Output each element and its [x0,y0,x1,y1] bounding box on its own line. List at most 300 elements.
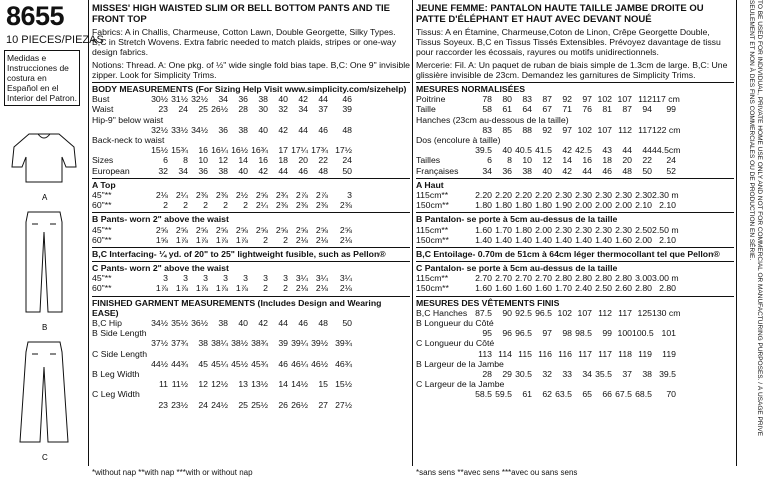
cell-value: 13 [238,379,248,390]
cell-value: 46 [298,165,308,176]
cell-value [656,318,669,328]
cell-value [319,115,332,125]
cell-value: 16 [258,155,268,166]
cell-value: 44 [278,165,288,176]
cell-value [357,389,370,399]
cell-value: 100.5 [632,328,654,339]
cell-value: 2⅝ [339,224,352,235]
cell-value [307,115,320,125]
cell-value: 38¾ [251,338,268,349]
en-title: MISSES' HIGH WAISTED SLIM OR BELL BOTTOM PANTS AND TIE FRONT TOP [92,3,391,25]
cell-value: 30½ [151,94,168,105]
row-label [416,369,472,379]
cell-value: 99 [602,328,612,339]
cell-value: 32 [542,368,552,379]
cell-value: 2⅛ [339,234,352,245]
cell-value [668,318,681,328]
row-label: Hip-9" below waist [92,114,164,125]
cell-value: 2⅜ [215,189,228,200]
cell-value [344,135,357,145]
cell-value: 96.5 [535,307,552,318]
cell-value: 1⅞ [215,283,228,294]
cell-value: 3 [263,273,268,284]
row-label [92,400,148,410]
cell-value: 1.40 [475,234,492,245]
row-label: 115cm** [416,224,449,235]
cell-value [618,135,631,145]
cell-value: 96.5 [515,328,532,339]
cell-value: 36 [198,165,208,176]
cell-value: 46 [278,358,288,369]
cell-value: 2 [223,200,228,211]
cell-value: 2⅛ [339,283,352,294]
cell-value [395,115,410,125]
row-label: Françaises [416,165,459,176]
cell-value: 90 [502,307,512,318]
cell-value: 1.80 [475,200,492,211]
row-label: Hanches (23cm au-dessous de la taille) [416,114,569,125]
cell-value [344,349,357,359]
table-row [416,104,734,114]
cell-value [706,318,719,328]
cell-value: 2 [203,200,208,211]
cell-value [357,115,370,125]
cell-value: 2.80 [635,283,652,294]
cell-value: 24 [178,104,188,115]
cell-value: 37 [622,368,632,379]
footnote-en: *without nap **with nap ***with or without nap [92,468,253,477]
cell-value: 1⅞ [235,234,248,245]
cell-value: 28 [482,368,492,379]
cell-value: 114 [498,348,512,359]
cell-value: 38 [198,338,208,349]
cell-value: 34 [218,94,228,105]
row-label [416,389,472,399]
cell-value [294,369,307,379]
cell-value [605,379,618,389]
cell-value: 30.5 [515,368,532,379]
cell-value: 17 [278,145,288,156]
cell-value: 23 [158,104,168,115]
cell-value [307,349,320,359]
cell-value: 112 [598,307,612,318]
cell-value: 1.70 [495,224,512,235]
cell-value [395,389,410,399]
cell-value: 40 [502,145,512,156]
row-label: 60"** [92,200,112,211]
cell-value: 34 [582,368,592,379]
cell-value [319,349,332,359]
cell-value: 2⅛ [315,234,328,245]
cell-value: 113 [478,348,492,359]
pants-b-drawing [26,212,62,312]
table-row [92,359,410,369]
cell-value: 3 [243,273,248,284]
view-label-b: B [42,323,48,332]
cell-value: 16 [198,145,208,156]
en-fabrics: Fabrics: A in Challis, Charmeuse, Cotton Lawn, Double Georgette, Silky Types. B,C in Stretch Wovens. Extra fabric needed to match plaids, stripes or one-way design fabrics. [92,27,397,58]
row-label: B,C Hip [92,318,122,329]
cell-value: 3 [183,273,188,284]
cell-value: 119 [662,348,676,359]
cell-value: 45½ [231,358,248,369]
cell-value: 67 [542,104,552,115]
divider-right [736,0,737,466]
cell-value: 42 [562,145,572,156]
cell-value: 39.5 [659,368,676,379]
cell-value [281,328,294,338]
cell-value: 92 [542,124,552,135]
cell-value [719,318,734,328]
row-label [416,125,472,135]
cell-value: 96 [502,328,512,339]
table-row [92,389,410,399]
cell-value: 2.50 [635,224,652,235]
cell-value: 42 [258,165,268,176]
cell-value [668,115,681,125]
pattern-number: 8655 [6,1,65,31]
cell-value: 45¾ [251,358,268,369]
cell-value: 32 [278,104,288,115]
cell-value: 27 [318,399,328,410]
cell-value: 1⅞ [235,283,248,294]
cell-value: 107 [597,124,612,135]
table-row [92,94,410,104]
view-label-c: C [42,453,48,462]
cell-value: 2.20 [535,189,552,200]
cell-value: 2.80 [595,273,612,284]
cell-value: 2.30 [615,189,632,200]
cell-value: 2.30 [575,189,592,200]
cell-value: 99 [666,104,676,115]
cell-value: 87 [542,94,552,105]
cell-value: 76 [582,104,592,115]
cell-value: 20 [622,155,632,166]
table-row [416,94,734,104]
cell-value: 1⅞ [175,283,188,294]
cell-value: 36½ [191,318,208,329]
en-a-top: A Top [92,178,410,190]
cell-value: 2.00 [595,200,612,211]
cell-value: 2⅛ [295,283,308,294]
row-label: Back-neck to waist [92,134,165,145]
cell-value: 44 [278,318,288,329]
cell-value: 15¾ [171,145,188,156]
cell-value: 42 [298,94,308,105]
table-row [416,273,734,283]
en-interfacing: B,C Interfacing- ¼ yd. of 20" to 25" lightweight fusible, such as Pellon® [92,247,410,259]
row-label: Poitrine [416,94,446,105]
cell-value: 12 [542,155,552,166]
cell-value: 2⅝ [235,224,248,235]
cell-value: 130 cm [652,307,681,318]
table-row [92,318,410,328]
cell-value [382,349,395,359]
cell-value: 14 [278,379,288,390]
cell-value: 3¼ [295,273,308,284]
cell-value: 97 [562,124,572,135]
cell-value: 2 [263,283,268,294]
cell-value [694,338,707,348]
cell-value: 68.5 [635,389,652,400]
cell-value: 101 [661,328,676,339]
cell-value: 2.00 [535,224,552,235]
row-label: Tailles [416,155,441,166]
cell-value: 18 [278,155,288,166]
cell-value: 2⅝ [315,224,328,235]
cell-value [631,379,644,389]
row-label: 115cm** [416,273,449,284]
table-row [92,235,410,245]
cell-value: 20 [298,155,308,166]
cell-value: 16¼ [211,145,228,156]
en-notions: Notions: Thread. A: One pkg. of ½" wide single fold bias tape. B,C: One 9" invisible zipper. Look for Simplicity Trims. [92,59,410,80]
cell-value [395,369,410,379]
cell-value: 42 [278,124,288,135]
cell-value: 2⅞ [295,189,308,200]
cell-value [694,359,707,369]
cell-value: 94 [642,104,652,115]
table-row [92,338,410,348]
fr-interfacing: B,C Entoilage- 0.70m de 51cm à 64cm léger thermocollant tel que Pellon® [416,247,734,259]
cell-value [332,389,345,399]
table-row [92,145,410,155]
cell-value [631,359,644,369]
cell-value [319,328,332,338]
row-label: B Largeur de la Jambe [416,358,504,369]
cell-value: 34½ [191,124,208,135]
table-row [92,225,410,235]
divider-middle [412,0,413,466]
cell-value [694,318,707,328]
row-label: 60"** [92,234,112,245]
row-label: 150cm** [416,283,449,294]
row-label: C Side Length [92,348,148,359]
cell-value [319,135,332,145]
cell-value: 2.30 [595,224,612,235]
cell-value: 44.5cm [652,145,681,156]
cell-value: 2⅛ [295,234,308,245]
cell-value [643,318,656,328]
cell-value [694,135,707,145]
table-row [92,379,410,389]
cell-value: 44 [298,124,308,135]
cell-value [294,389,307,399]
pants-c-drawing [20,342,68,442]
cell-value: 2.80 [659,283,676,294]
cell-value: 52 [666,165,676,176]
table-row [92,369,410,379]
cell-value: 117 cm [652,94,680,105]
cell-value [719,115,734,125]
row-label: B Longueur du Côté [416,318,494,329]
table-row [92,125,410,135]
cell-value [382,328,395,338]
table-row [416,125,734,135]
cell-value [319,389,332,399]
cell-value [332,328,345,338]
cell-value: 61 [522,389,532,400]
cell-value: 107 [617,94,632,105]
pieces-count: 10 PIECES/PIEZAS [6,34,104,46]
table-row [416,338,734,348]
cell-value [370,369,383,379]
row-label [92,145,148,155]
cell-value [656,135,669,145]
cell-value: 16¾ [251,145,268,156]
view-illustrations [4,112,84,464]
cell-value: 2⅝ [255,224,268,235]
cell-value [395,135,410,145]
cell-value: 62 [542,389,552,400]
cell-value: 66 [602,389,612,400]
table-row [416,379,734,389]
cell-value: 38 [238,124,248,135]
en-finished-head: FINISHED GARMENT MEASUREMENTS (Includes Design and Wearing EASE) [92,296,410,318]
cell-value [706,379,719,389]
cell-value [681,115,694,125]
cell-value: 36 [218,124,228,135]
cell-value [681,318,694,328]
cell-value: 17¾ [311,145,328,156]
cell-value: 22 [642,155,652,166]
cell-value: 39¾ [335,338,352,349]
cell-value: 102 [577,124,592,135]
cell-value [307,135,320,145]
cell-value [643,379,656,389]
table-row [92,349,410,359]
cell-value: 6 [163,155,168,166]
row-label: B,C Hanches [416,307,468,318]
cell-value: 36 [502,165,512,176]
cell-value: 1⅝ [155,234,168,245]
cell-value: 2⅞ [315,189,328,200]
cell-value: 2.30 [595,189,612,200]
cell-value: 34½ [151,318,168,329]
cell-value: 2½ [235,189,248,200]
cell-value [706,359,719,369]
cell-value: 15½ [335,379,352,390]
cell-value: 46 [342,94,352,105]
cell-value: 83 [522,94,532,105]
cell-value [605,359,618,369]
row-label: 45"** [92,189,112,200]
cell-value: 1.90 [555,200,572,211]
cell-value [370,328,383,338]
en-body-head: BODY MEASUREMENTS (For Sizing Help Visit www.simplicity.com/sizehelp) [92,82,410,94]
cell-value: 117 [618,307,632,318]
cell-value: 40 [238,165,248,176]
cell-value [643,338,656,348]
cell-value: 11 [158,379,168,390]
cell-value [643,135,656,145]
table-row [416,328,734,338]
table-row [92,273,410,283]
cell-value [681,359,694,369]
cell-value [357,349,370,359]
cell-value [395,349,410,359]
cell-value: 2.70 [515,273,532,284]
row-label: C Leg Width [92,389,140,400]
cell-value: 24 [666,155,676,166]
cell-value: 48 [318,318,328,329]
cell-value [382,115,395,125]
cell-value: 83 [482,124,492,135]
cell-value: 38 [522,165,532,176]
cell-value [382,135,395,145]
cell-value: 13½ [251,379,268,390]
fr-b-pants: B Pantalon- se porte à 5cm au-dessus de la taille [416,212,734,224]
cell-value: 48 [622,165,632,176]
cell-value: 32½ [151,124,168,135]
cell-value [631,135,644,145]
cell-value: 26 [278,399,288,410]
table-row [416,369,734,379]
cell-value: 64 [522,104,532,115]
fr-c-pants: C Pantalon- se porte à 5cm au-dessus de la taille [416,261,734,273]
cell-value: 2.80 [615,273,632,284]
cell-value [395,328,410,338]
cell-value [294,349,307,359]
cell-value [332,369,345,379]
cell-value: 1.80 [535,200,552,211]
cell-value: 2 [283,234,288,245]
cell-value: 2.50 [595,283,612,294]
cell-value: 2.20 [475,189,492,200]
table-row [416,308,734,318]
cell-value: 102 [557,307,572,318]
footnote-fr: *sans sens **avec sens ***avec ou sans sens [416,468,578,477]
cell-value: 97 [582,94,592,105]
cell-value: 39½ [311,338,328,349]
cell-value: 39¼ [291,338,308,349]
cell-value: 33 [562,368,572,379]
cell-value: 8 [183,155,188,166]
cell-value: 44 [622,145,632,156]
table-row [92,115,410,125]
cell-value: 3¼ [315,273,328,284]
row-label: Sizes [92,155,114,166]
cell-value [307,369,320,379]
cell-value: 2⅝ [215,224,228,235]
cell-value: 37½ [151,338,168,349]
cell-value: 18 [602,155,612,166]
cell-value [656,379,669,389]
cell-value: 3.00 [635,273,652,284]
cell-value: 107 [577,307,592,318]
cell-value: 26½ [291,399,308,410]
cell-value: 37¾ [171,338,188,349]
cell-value: 1⅞ [175,234,188,245]
cell-value [694,115,707,125]
fr-a-top: A Haut [416,178,734,190]
cell-value [344,115,357,125]
row-label [416,145,472,155]
table-row [416,200,734,210]
cell-value [294,115,307,125]
row-label: Waist [92,104,114,115]
cell-value: 36 [238,94,248,105]
cell-value: 98 [562,328,572,339]
table-row [92,166,410,176]
cell-value: 2⅝ [195,224,208,235]
cell-value: 95 [482,328,492,339]
cell-value: 44¾ [171,358,188,369]
cell-value: 117 [578,348,592,359]
cell-value: 97 [542,328,552,339]
cell-value: 1.40 [535,234,552,245]
row-label: European [92,165,130,176]
